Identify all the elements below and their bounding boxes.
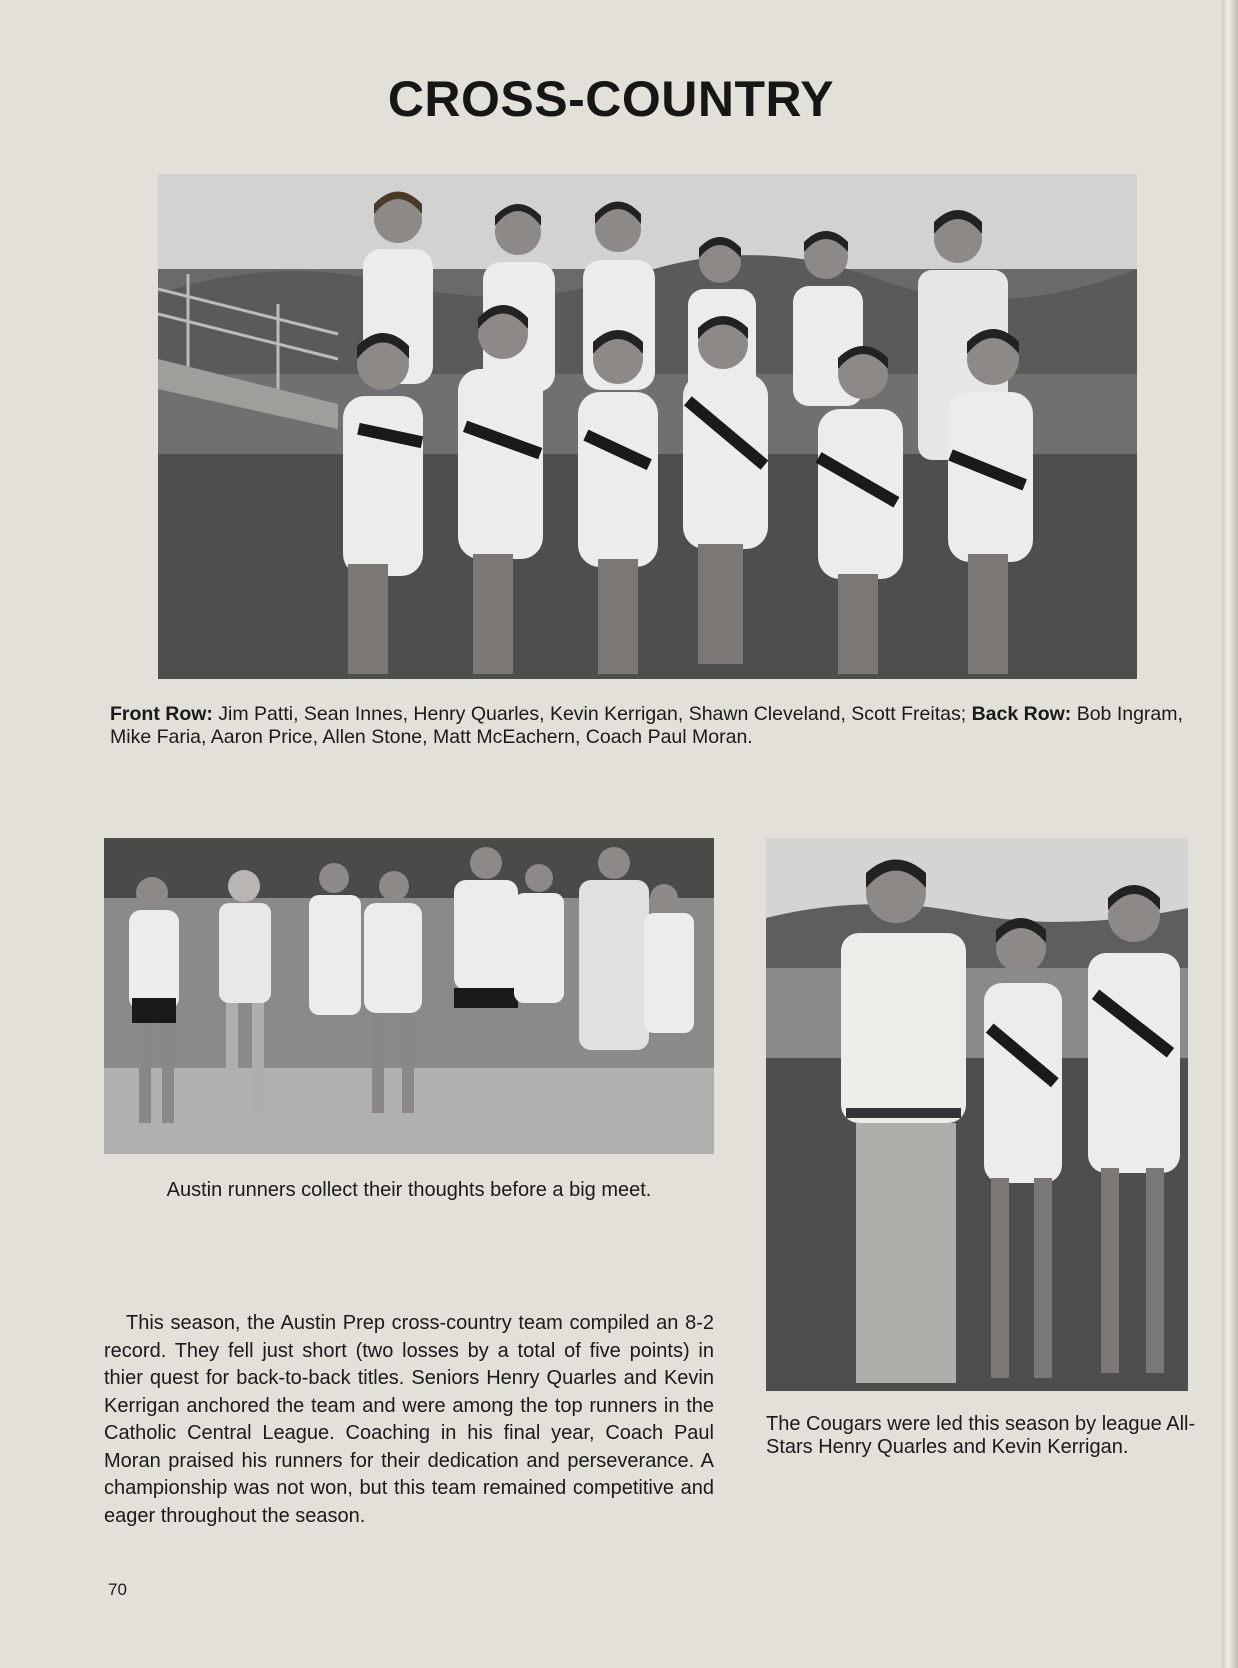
front-row-label: Front Row: [110, 703, 213, 725]
team-photo [158, 174, 1137, 679]
cougars-photo [766, 838, 1188, 1391]
season-summary: This season, the Austin Prep cross-country team compiled an 8-2 record. They fell just short (two losses by a total of five points) in thier quest for back-to-back titles. Seniors Henry Quarles and Kevin Kerrigan anchored the team and were among the top runners in the Catholic Central League. Coaching in his final year, Coach Paul Moran praised his runners for their dedication and perseverance. A championship was not won, but this team remained competitive and eager throughout the season. [104, 1312, 714, 1527]
back-row-names: Bob Ingram, Mike Faria, Aaron Price, Allen Stone, Matt McEachern, Coach Paul Moran. [110, 703, 1183, 748]
front-row-names: Jim Patti, Sean Innes, Henry Quarles, Kevin Kerrigan, Shawn Cleveland, Scott Freitas; [212, 703, 972, 725]
page-title: CROSS-COUNTRY [387, 71, 835, 127]
cougars-photo-image [766, 838, 1188, 1391]
page-number: 70 [108, 1580, 127, 1599]
runners-photo [104, 838, 714, 1154]
book-spine [1222, 0, 1238, 1668]
runners-photo-caption: Austin runners collect their thoughts before a big meet. [166, 1179, 652, 1201]
team-photo-caption [110, 703, 1200, 749]
team-photo-image [158, 174, 1137, 679]
back-row-label: Back Row: [971, 703, 1072, 725]
cougars-photo-caption: The Cougars were led this season by league All-Stars Henry Quarles and Kevin Kerrigan. [766, 1413, 1196, 1458]
runners-photo-image [104, 838, 714, 1154]
